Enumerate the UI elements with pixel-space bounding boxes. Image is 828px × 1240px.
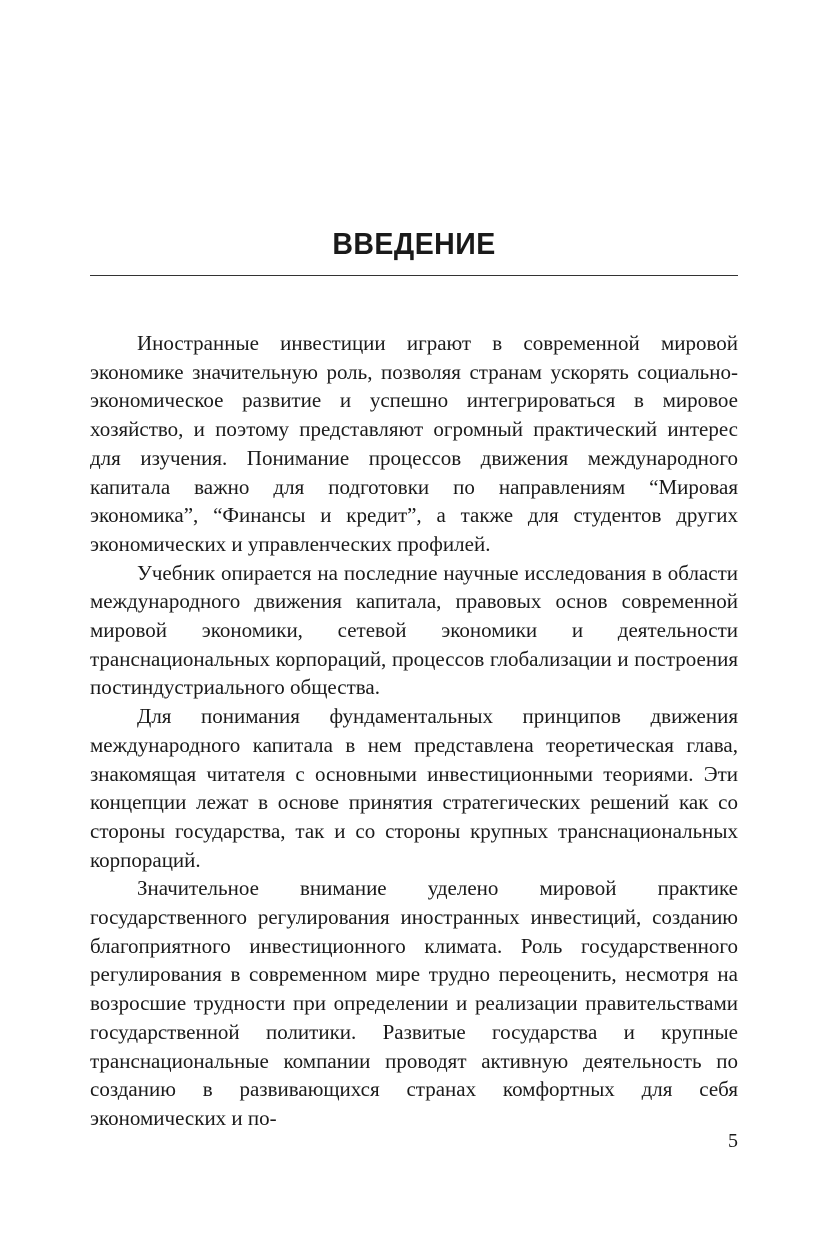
body-text [90, 329, 738, 1133]
paragraph: Значительное внимание уделено мировой практике государственного регулирования иностранных инвестиций, созданию благоприятного инвестиционного климата. Роль государственного регулирования в современном мире трудно переоценить, несмотря на возросшие трудности при определении и реализации правительствами государственной политики. Развитые государства и крупные транснациональные компании проводят активную деятельность по созданию в развивающихся странах комфортных для себя экономических и по- [90, 876, 738, 1130]
book-page [90, 0, 738, 1240]
page-number: 5 [728, 1130, 738, 1152]
chapter-heading: ВВЕДЕНИЕ [332, 226, 496, 261]
paragraph: Для понимания фундаментальных принципов движения международного капитала в нем представлена теоретическая глава, знакомящая читателя с основными инвестиционными теориями. Эти концепции лежат в основе принятия стратегических решений как со стороны государства, так и со стороны крупных транснациональных корпораций. [90, 704, 738, 872]
heading-divider [90, 275, 738, 276]
paragraph: Учебник опирается на последние научные исследования в области международного движения капитала, правовых основ современной мировой экономики, сетевой экономики и деятельности транснациональных корпораций, процессов глобализации и построения постиндустриального общества. [90, 560, 738, 700]
paragraph: Иностранные инвестиции играют в современной мировой экономике значительную роль, позволяя странам ускорять социально-экономическое развитие и успешно интегрироваться в мировое хозяйство, и поэтому представляют огромный практический интерес для изучения. Понимание процессов движения международного капитала важно для подготовки по направлениям “Мировая экономика”, “Финансы и кредит”, а также для студентов других экономических и управленческих профилей. [90, 331, 738, 556]
